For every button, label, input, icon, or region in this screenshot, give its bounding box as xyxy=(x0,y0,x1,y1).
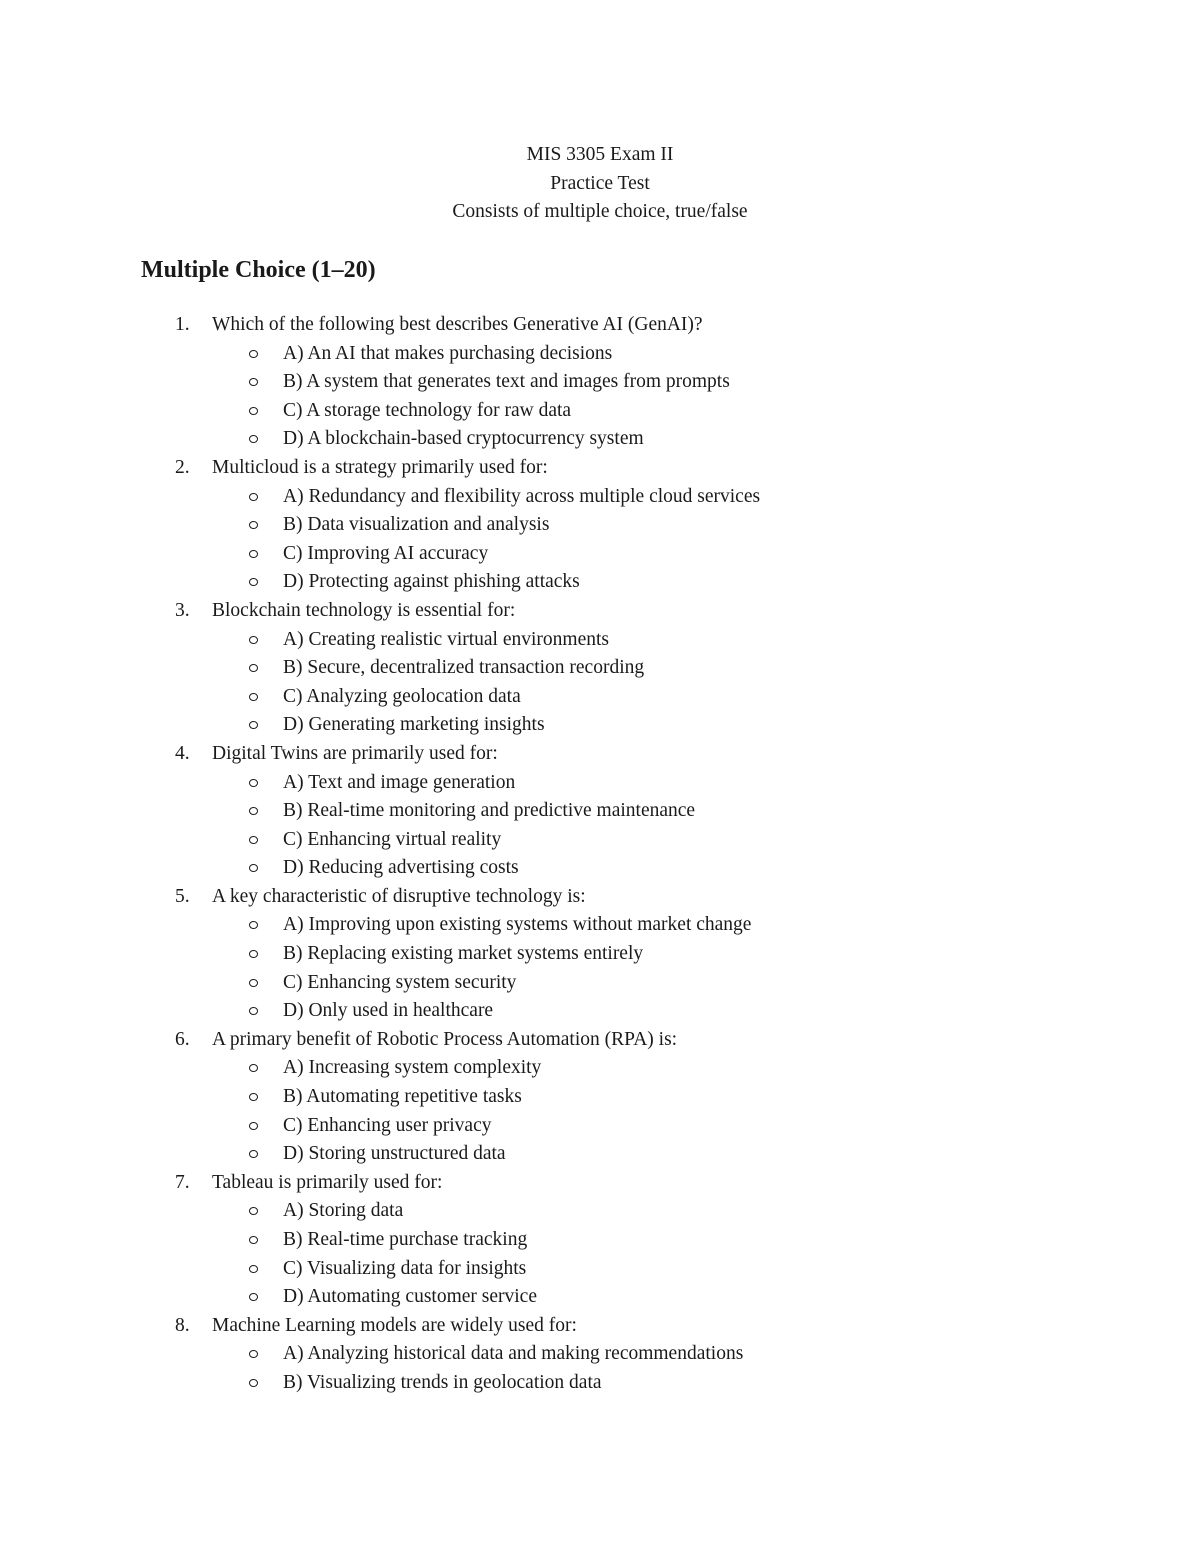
option-text: A) An AI that makes purchasing decisions xyxy=(283,342,613,364)
question-list xyxy=(0,311,1200,1398)
question-text: Which of the following best describes Generative AI (GenAI)? xyxy=(212,314,703,335)
option-text: B) Real-time monitoring and predictive maintenance xyxy=(283,800,696,822)
hollow-circle-bullet-icon xyxy=(249,1236,258,1244)
option-text: A) Redundancy and flexibility across multiple cloud services xyxy=(283,485,761,507)
question-text: Blockchain technology is essential for: xyxy=(212,599,516,621)
option-text: C) Enhancing virtual reality xyxy=(283,828,502,850)
hollow-circle-bullet-icon xyxy=(249,721,258,729)
option-text: A) Improving upon existing systems without market change xyxy=(283,914,752,936)
hollow-circle-bullet-icon xyxy=(249,1350,258,1358)
option-a xyxy=(0,626,1200,655)
hollow-circle-bullet-icon xyxy=(249,521,258,529)
option-c xyxy=(0,826,1200,855)
option-d xyxy=(0,1140,1200,1169)
hollow-circle-bullet-icon xyxy=(249,1007,258,1015)
option-text: A) Storing data xyxy=(283,1200,404,1222)
option-text: C) Enhancing system security xyxy=(283,971,517,993)
option-list xyxy=(0,626,1200,740)
option-list xyxy=(0,1197,1200,1311)
option-text: D) Storing unstructured data xyxy=(283,1143,506,1165)
question-text: Machine Learning models are widely used for: xyxy=(212,1314,577,1336)
hollow-circle-bullet-icon xyxy=(249,779,258,787)
hollow-circle-bullet-icon xyxy=(249,950,258,958)
option-text: D) Generating marketing insights xyxy=(283,714,545,736)
option-text: A) Increasing system complexity xyxy=(283,1057,542,1079)
option-b xyxy=(0,368,1200,397)
option-a xyxy=(0,483,1200,512)
option-text: A) Creating realistic virtual environments xyxy=(283,628,609,650)
question-text: A key characteristic of disruptive technology is: xyxy=(212,885,586,907)
document-header xyxy=(0,141,1200,227)
option-c xyxy=(0,969,1200,998)
question-4 xyxy=(0,740,1200,883)
hollow-circle-bullet-icon xyxy=(249,979,258,987)
option-list xyxy=(0,911,1200,1025)
option-list xyxy=(0,1340,1200,1397)
question-number: 5. xyxy=(175,885,190,907)
hollow-circle-bullet-icon xyxy=(249,664,258,672)
hollow-circle-bullet-icon xyxy=(249,578,258,586)
hollow-circle-bullet-icon xyxy=(249,1093,258,1101)
option-text: D) A blockchain-based cryptocurrency system xyxy=(283,428,644,450)
question-8 xyxy=(0,1312,1200,1398)
question-number: 3. xyxy=(175,599,190,621)
option-b xyxy=(0,1369,1200,1398)
option-list xyxy=(0,483,1200,597)
option-text: A) Analyzing historical data and making recommendations xyxy=(283,1343,744,1365)
hollow-circle-bullet-icon xyxy=(249,1122,258,1130)
option-text: C) A storage technology for raw data xyxy=(283,399,572,421)
option-list xyxy=(0,340,1200,454)
question-number: 1. xyxy=(175,314,190,335)
hollow-circle-bullet-icon xyxy=(249,693,258,701)
question-number: 7. xyxy=(175,1171,190,1193)
hollow-circle-bullet-icon xyxy=(249,1150,258,1158)
hollow-circle-bullet-icon xyxy=(249,864,258,872)
option-text: B) Automating repetitive tasks xyxy=(283,1086,522,1108)
question-number: 4. xyxy=(175,742,190,764)
option-a xyxy=(0,769,1200,798)
option-text: D) Protecting against phishing attacks xyxy=(283,571,580,593)
option-b xyxy=(0,511,1200,540)
option-text: D) Automating customer service xyxy=(283,1286,537,1308)
option-list xyxy=(0,769,1200,883)
option-text: A) Text and image generation xyxy=(283,771,516,793)
hollow-circle-bullet-icon xyxy=(249,1207,258,1215)
option-text: C) Enhancing user privacy xyxy=(283,1114,492,1136)
option-text: C) Improving AI accuracy xyxy=(283,542,489,564)
option-a xyxy=(0,340,1200,369)
question-number: 8. xyxy=(175,1314,190,1336)
option-d xyxy=(0,1283,1200,1312)
hollow-circle-bullet-icon xyxy=(249,550,258,558)
option-text: D) Reducing advertising costs xyxy=(283,857,519,879)
hollow-circle-bullet-icon xyxy=(249,1293,258,1301)
option-b xyxy=(0,1226,1200,1255)
option-text: B) Visualizing trends in geolocation data xyxy=(283,1371,602,1393)
option-d xyxy=(0,854,1200,883)
option-a xyxy=(0,1054,1200,1083)
option-list xyxy=(0,1054,1200,1168)
option-text: B) Secure, decentralized transaction recording xyxy=(283,657,645,679)
document-subtitle: Practice Test xyxy=(550,172,650,194)
question-6 xyxy=(0,1026,1200,1169)
question-7 xyxy=(0,1169,1200,1312)
question-5 xyxy=(0,883,1200,1026)
option-text: B) Replacing existing market systems entirely xyxy=(283,943,644,965)
hollow-circle-bullet-icon xyxy=(249,378,258,386)
option-text: D) Only used in healthcare xyxy=(283,1000,494,1022)
option-d xyxy=(0,568,1200,597)
hollow-circle-bullet-icon xyxy=(249,1265,258,1273)
hollow-circle-bullet-icon xyxy=(249,1379,258,1387)
option-text: B) Data visualization and analysis xyxy=(283,514,550,536)
question-text: Tableau is primarily used for: xyxy=(212,1171,443,1193)
question-number: 6. xyxy=(175,1028,190,1050)
option-c xyxy=(0,683,1200,712)
option-c xyxy=(0,540,1200,569)
option-text: B) Real-time purchase tracking xyxy=(283,1229,528,1250)
option-b xyxy=(0,654,1200,683)
question-text: Multicloud is a strategy primarily used for: xyxy=(212,456,548,478)
option-b xyxy=(0,1083,1200,1112)
option-a xyxy=(0,911,1200,940)
question-2 xyxy=(0,454,1200,597)
question-1 xyxy=(0,311,1200,454)
option-a xyxy=(0,1340,1200,1369)
hollow-circle-bullet-icon xyxy=(249,921,258,929)
option-c xyxy=(0,397,1200,426)
hollow-circle-bullet-icon xyxy=(249,1064,258,1072)
course-title: MIS 3305 Exam II xyxy=(526,144,674,165)
hollow-circle-bullet-icon xyxy=(249,407,258,415)
hollow-circle-bullet-icon xyxy=(249,636,258,644)
option-text: C) Visualizing data for insights xyxy=(283,1257,527,1279)
hollow-circle-bullet-icon xyxy=(249,493,258,501)
option-a xyxy=(0,1197,1200,1226)
option-b xyxy=(0,797,1200,826)
hollow-circle-bullet-icon xyxy=(249,807,258,815)
hollow-circle-bullet-icon xyxy=(249,836,258,844)
option-b xyxy=(0,940,1200,969)
question-text: Digital Twins are primarily used for: xyxy=(212,742,498,764)
option-c xyxy=(0,1112,1200,1141)
question-text: A primary benefit of Robotic Process Automation (RPA) is: xyxy=(212,1028,678,1050)
option-d xyxy=(0,997,1200,1026)
question-number: 2. xyxy=(175,456,190,478)
option-d xyxy=(0,711,1200,740)
hollow-circle-bullet-icon xyxy=(249,350,258,358)
question-3 xyxy=(0,597,1200,740)
section-title-multiple-choice: Multiple Choice (1–20) xyxy=(141,257,376,283)
hollow-circle-bullet-icon xyxy=(249,435,258,443)
option-text: C) Analyzing geolocation data xyxy=(283,685,521,707)
option-d xyxy=(0,425,1200,454)
option-text: B) A system that generates text and images from prompts xyxy=(283,371,730,393)
document-description: Consists of multiple choice, true/false xyxy=(452,201,748,223)
option-c xyxy=(0,1255,1200,1284)
